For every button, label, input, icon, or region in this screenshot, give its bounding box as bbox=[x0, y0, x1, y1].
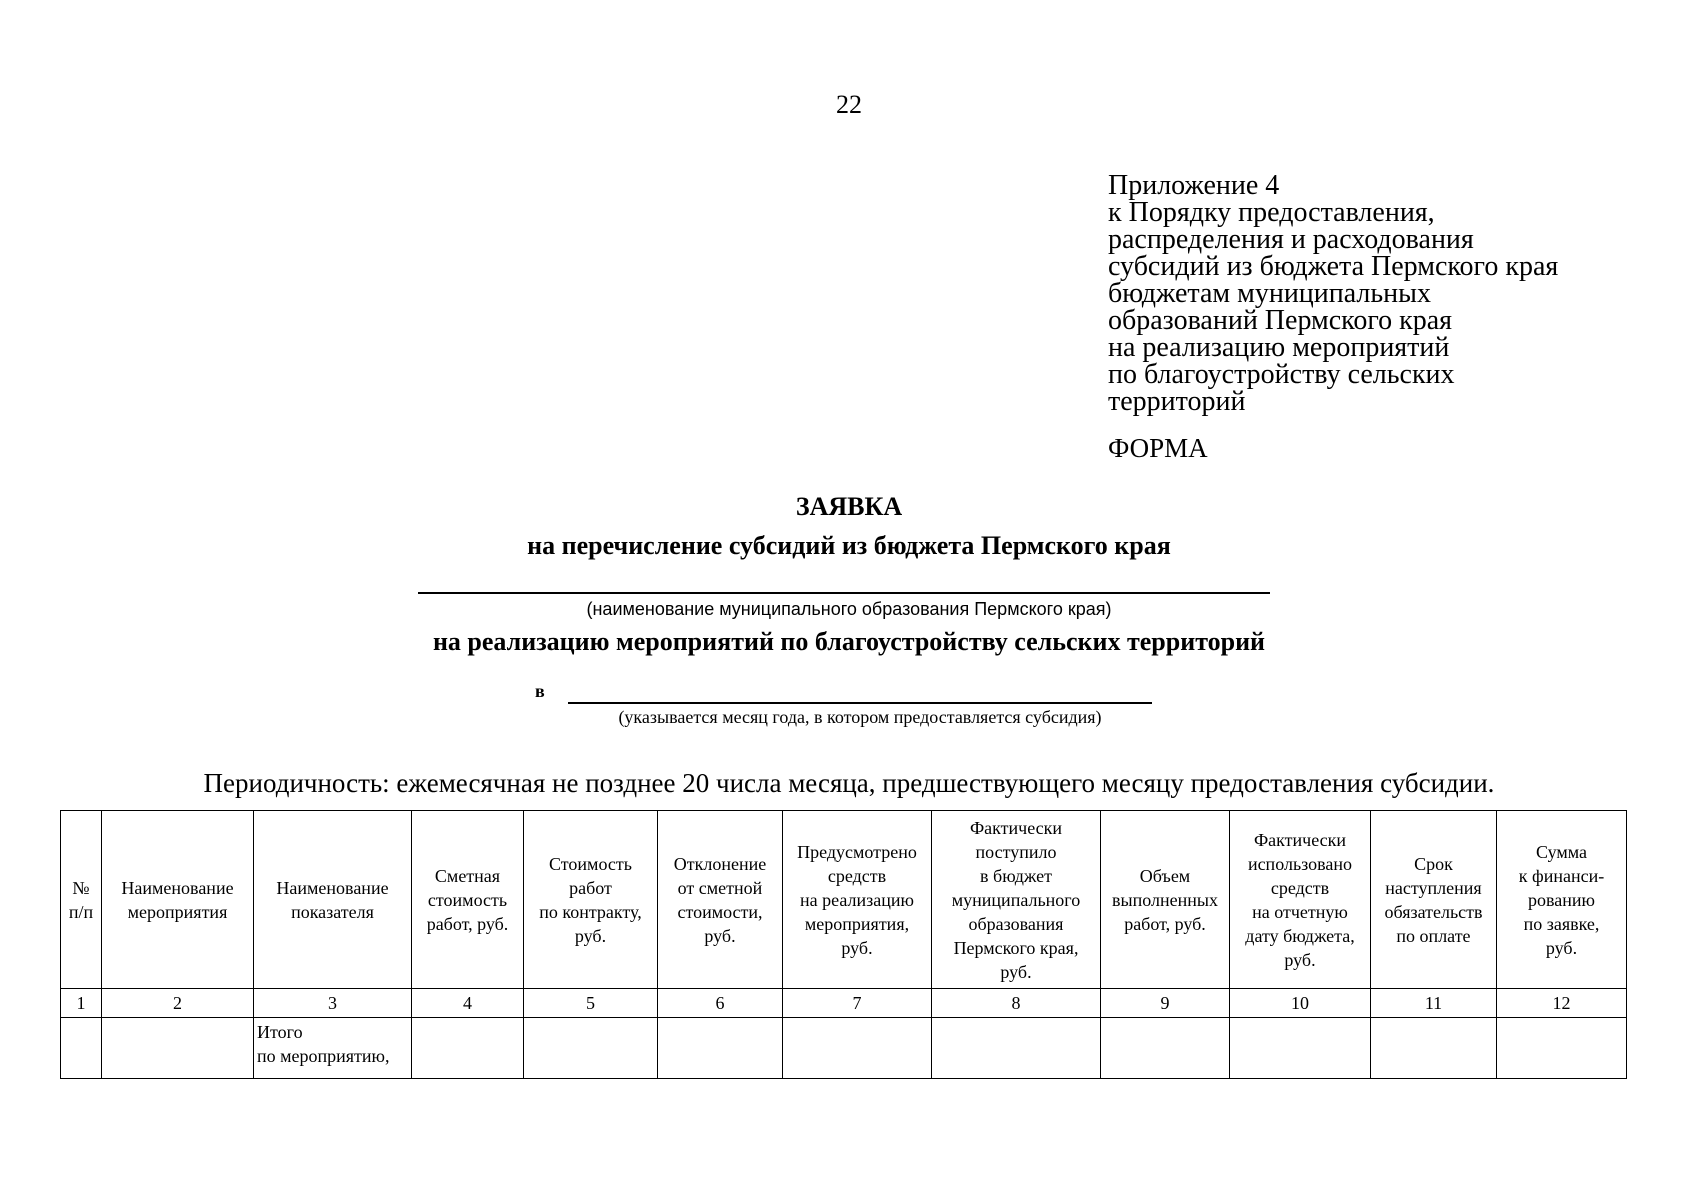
table-header-cell: Наименование мероприятия bbox=[102, 811, 254, 989]
column-number-cell: 9 bbox=[1101, 989, 1230, 1018]
column-number-cell: 4 bbox=[412, 989, 524, 1018]
table-cell-total-label: Итого по мероприятию, bbox=[254, 1018, 412, 1079]
appendix-line: распределения и расходования bbox=[1108, 224, 1474, 255]
column-number-cell: 6 bbox=[658, 989, 783, 1018]
table-cell[interactable] bbox=[61, 1018, 102, 1079]
column-number-cell: 11 bbox=[1371, 989, 1497, 1018]
appendix-title: Приложение 4 bbox=[1108, 170, 1280, 201]
table-header-cell: Предусмотрено средств на реализацию мероприятия, руб. bbox=[783, 811, 932, 989]
appendix-block bbox=[1108, 172, 1558, 415]
table-header-cell: Сметная стоимость работ, руб. bbox=[412, 811, 524, 989]
table-cell[interactable] bbox=[1497, 1018, 1627, 1079]
month-hint: (указывается месяц года, в котором предоставляется субсидия) bbox=[618, 707, 1102, 727]
column-number-cell: 8 bbox=[932, 989, 1101, 1018]
page-number: 22 bbox=[836, 90, 862, 119]
column-number-cell: 12 bbox=[1497, 989, 1627, 1018]
periodicity-text: Периодичность: ежемесячная не позднее 20 числа месяца, предшествующего месяцу предоставления субсидии. bbox=[203, 768, 1495, 798]
request-table bbox=[60, 810, 1627, 1079]
form-label: ФОРМА bbox=[1108, 433, 1208, 463]
appendix-line: бюджетам муниципальных bbox=[1108, 278, 1431, 309]
table-cell[interactable] bbox=[412, 1018, 524, 1079]
table-cell[interactable] bbox=[1371, 1018, 1497, 1079]
table-cell[interactable] bbox=[102, 1018, 254, 1079]
appendix-line: территорий bbox=[1108, 386, 1246, 417]
appendix-line: на реализацию мероприятий bbox=[1108, 332, 1450, 363]
table-header-cell: Сумма к финанси- рованию по заявке, руб. bbox=[1497, 811, 1627, 989]
table-cell[interactable] bbox=[783, 1018, 932, 1079]
table-header-cell: Фактически использовано средств на отчетную дату бюджета, руб. bbox=[1230, 811, 1371, 989]
table-header-cell: Наименование показателя bbox=[254, 811, 412, 989]
table-header-cell: Объем выполненных работ, руб. bbox=[1101, 811, 1230, 989]
table-row bbox=[61, 1018, 1627, 1079]
table-header-cell: Срок наступления обязательств по оплате bbox=[1371, 811, 1497, 989]
table-cell[interactable] bbox=[658, 1018, 783, 1079]
month-fill-line[interactable] bbox=[568, 702, 1152, 704]
document-title: ЗАЯВКА bbox=[795, 492, 903, 521]
table-cell[interactable] bbox=[932, 1018, 1101, 1079]
month-prefix: в bbox=[535, 681, 545, 701]
table-cell[interactable] bbox=[1230, 1018, 1371, 1079]
appendix-line: к Порядку предоставления, bbox=[1108, 197, 1435, 228]
column-number-row bbox=[61, 989, 1627, 1018]
table-header-cell: № п/п bbox=[61, 811, 102, 989]
appendix-line: по благоустройству сельских bbox=[1108, 359, 1455, 390]
column-number-cell: 2 bbox=[102, 989, 254, 1018]
table-header-cell: Фактически поступило в бюджет муниципального образования Пермского края, руб. bbox=[932, 811, 1101, 989]
column-number-cell: 7 bbox=[783, 989, 932, 1018]
table-header-row bbox=[61, 811, 1627, 989]
column-number-cell: 10 bbox=[1230, 989, 1371, 1018]
column-number-cell: 3 bbox=[254, 989, 412, 1018]
table-cell[interactable] bbox=[1101, 1018, 1230, 1079]
municipality-hint: (наименование муниципального образования Пермского края) bbox=[586, 599, 1112, 619]
column-number-cell: 5 bbox=[524, 989, 658, 1018]
column-number-cell: 1 bbox=[61, 989, 102, 1018]
table-header-cell: Стоимость работ по контракту, руб. bbox=[524, 811, 658, 989]
table-header-cell: Отклонение от сметной стоимости, руб. bbox=[658, 811, 783, 989]
table-cell[interactable] bbox=[524, 1018, 658, 1079]
appendix-line: субсидий из бюджета Пермского края bbox=[1108, 251, 1559, 282]
appendix-line: образований Пермского края bbox=[1108, 305, 1453, 336]
municipality-fill-line[interactable] bbox=[418, 592, 1270, 594]
document-subtitle-2: на реализацию мероприятий по благоустройству сельских территорий bbox=[432, 627, 1266, 656]
document-subtitle: на перечисление субсидий из бюджета Пермского края bbox=[527, 531, 1171, 560]
